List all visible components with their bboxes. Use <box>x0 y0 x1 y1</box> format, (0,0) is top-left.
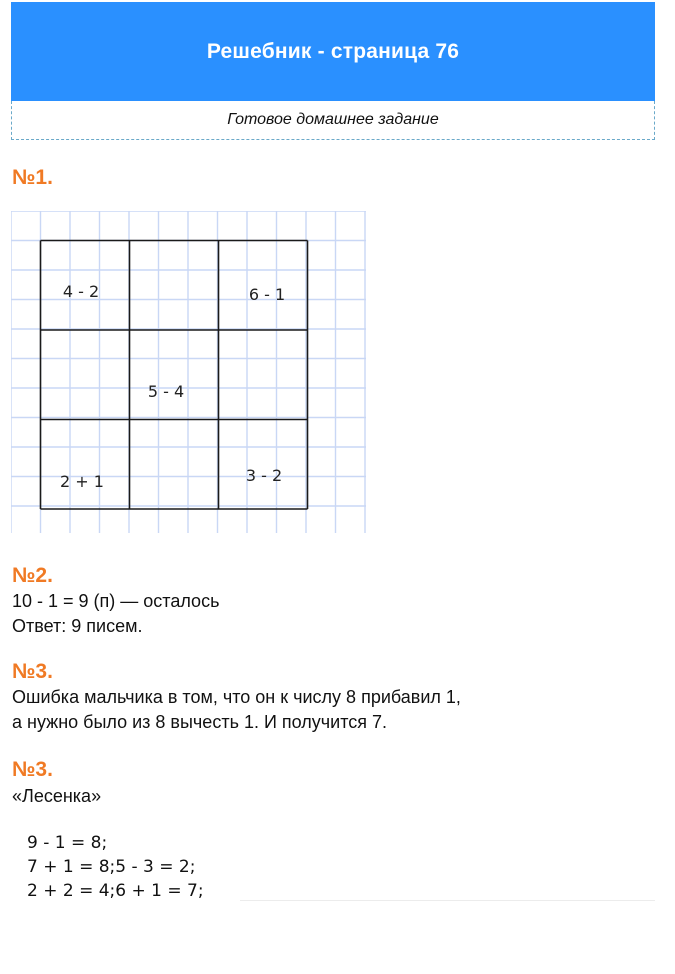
task-1-grid-image <box>11 211 366 533</box>
page-title: Решебник - страница 76 <box>206 39 460 63</box>
task-4-title: №3. <box>12 758 53 781</box>
grid-cell-expression: 2 + 1 <box>60 472 104 491</box>
magic-square-grid <box>11 211 366 533</box>
task-3-line-2: а нужно было из 8 вычесть 1. И получится 7. <box>12 712 387 732</box>
equation-1: 9 - 1 = 8; <box>27 833 108 853</box>
grid-cell-expression: 3 - 2 <box>245 466 283 485</box>
task-2-line-2: Ответ: 9 писем. <box>12 616 143 636</box>
task-3-line-1: Ошибка мальчика в том, что он к числу 8 прибавил 1, <box>12 687 461 707</box>
task-1-title: №1. <box>12 166 53 189</box>
divider <box>240 900 655 901</box>
grid-cell-expression: 5 - 4 <box>147 382 185 401</box>
subheader-text: Готовое домашнее задание <box>227 111 439 128</box>
page-subheader <box>11 101 655 140</box>
task-4-subtitle: «Лесенка» <box>12 786 102 806</box>
equation-2: 7 + 1 = 8;5 - 3 = 2; <box>27 857 196 877</box>
equation-3: 2 + 2 = 4;6 + 1 = 7; <box>27 881 204 901</box>
task-3-title: №3. <box>12 660 53 683</box>
grid-cell-expression: 4 - 2 <box>62 282 100 301</box>
page-header <box>11 2 655 101</box>
task-2-line-1: 10 - 1 = 9 (п) — осталось <box>12 591 220 611</box>
grid-cell-expression: 6 - 1 <box>248 285 286 304</box>
task-2-title: №2. <box>12 564 53 587</box>
